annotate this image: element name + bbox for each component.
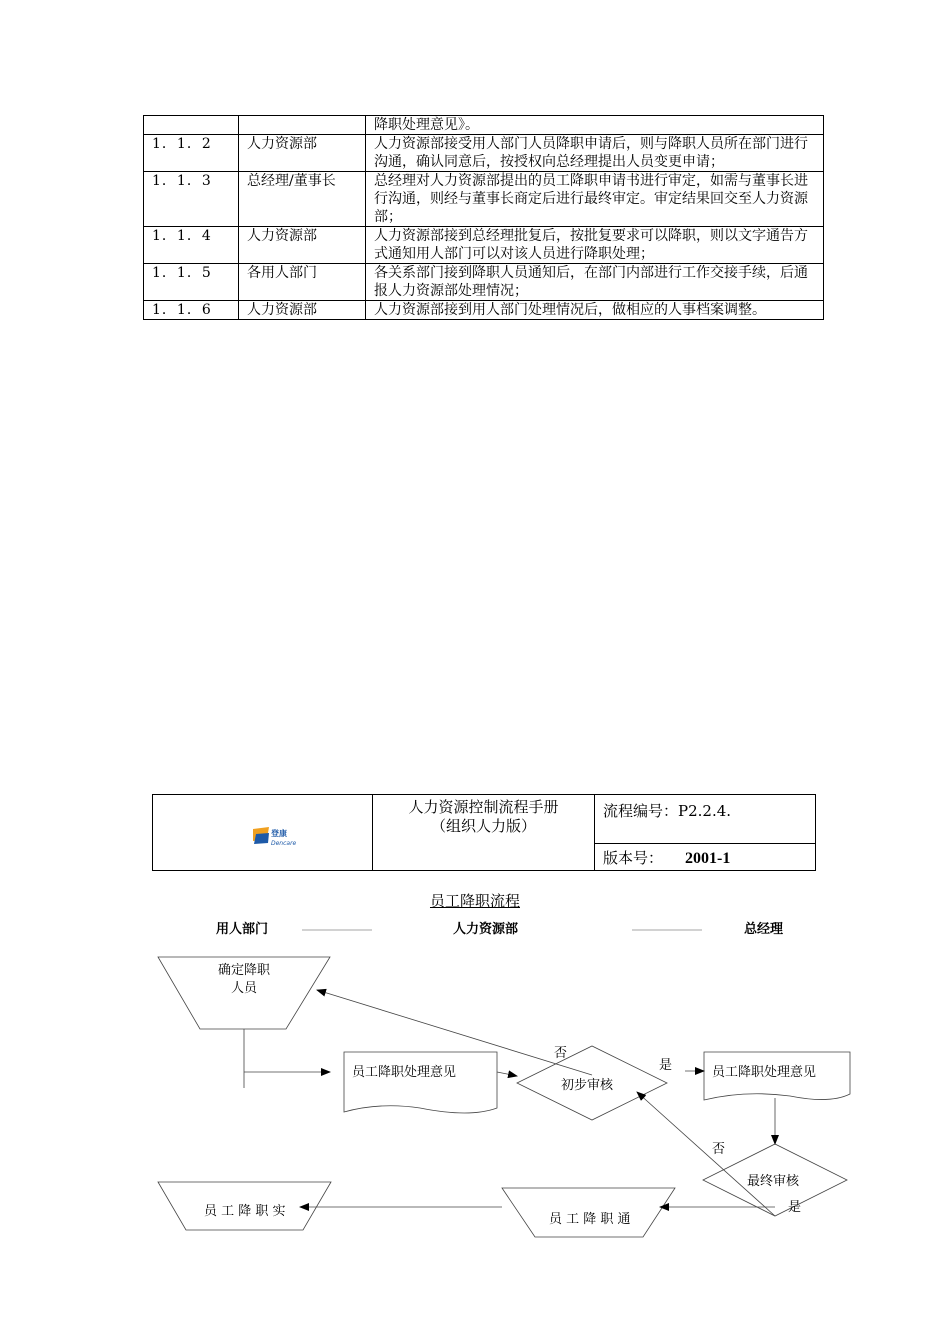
- step-desc: 各关系部门接到降职人员通知后，在部门内部进行工作交接手续，后通报人力资源部处理情况；: [366, 264, 824, 301]
- no-label-1: 否: [554, 1046, 568, 1061]
- manual-title-line1: 人力资源控制流程手册: [408, 798, 559, 816]
- notice-label: 员 工 降 职 通: [549, 1212, 631, 1227]
- step-dept: 人力资源部: [239, 135, 366, 172]
- version-value: 2001-1: [685, 850, 731, 867]
- step-dept: 人力资源部: [239, 301, 366, 320]
- opinion2-label: 员工降职处理意见: [712, 1065, 817, 1080]
- lane-user-dept: 用人部门: [216, 921, 269, 936]
- confirm-label-line2: 人员: [230, 981, 257, 996]
- confirm-label-line1: 确定降职: [217, 963, 270, 978]
- yes-label-2: 是: [788, 1200, 802, 1215]
- step-dept: 各用人部门: [239, 264, 366, 301]
- opinion1-label: 员工降职处理意见: [352, 1065, 457, 1080]
- flow-title: 员工降职流程: [429, 892, 520, 910]
- implement-label: 员 工 降 职 实: [204, 1204, 286, 1219]
- process-code-label: 流程编号：: [603, 802, 679, 820]
- step-number: 1．1．2: [144, 135, 239, 172]
- process-code-value: P2.2.4.: [678, 802, 732, 820]
- step-number: 1．1．4: [144, 227, 239, 264]
- yes-label-1: 是: [659, 1058, 673, 1073]
- lane-hr: 人力资源部: [453, 921, 519, 936]
- manual-title-line2: （组织人力版）: [430, 817, 536, 835]
- step-number: 1．1．5: [144, 264, 239, 301]
- step-dept: 总经理/董事长: [239, 172, 366, 227]
- prelim-review-label: 初步审核: [561, 1078, 614, 1093]
- step-number: 1．1．3: [144, 172, 239, 227]
- final-review-label: 最终审核: [747, 1174, 800, 1189]
- confirm-node-label: [216, 962, 272, 998]
- version-label: 版本号：: [603, 849, 664, 867]
- step-desc: 人力资源部接到用人部门处理情况后，做相应的人事档案调整。: [366, 301, 824, 320]
- step-dept: 人力资源部: [239, 227, 366, 264]
- logo-subtext: Dencare: [271, 840, 297, 847]
- lane-gm: 总经理: [744, 921, 784, 936]
- step-desc: 人力资源部接受用人部门人员降职申请后，则与降职人员所在部门进行沟通，确认同意后，按授权向总经理提出人员变更申请；: [366, 135, 824, 172]
- logo-text: 登康: [271, 829, 287, 838]
- step-number: 1．1．6: [144, 301, 239, 320]
- step-desc: 总经理对人力资源部提出的员工降职申请书进行审定，如需与董事长进行沟通，则经与董事长商定后进行最终审定。审定结果回交至人力资源部；: [366, 172, 824, 227]
- step-desc: 降职处理意见》。: [366, 116, 824, 135]
- no-label-2: 否: [712, 1142, 726, 1157]
- step-desc: 人力资源部接到总经理批复后，按批复要求可以降职，则以文字通告方式通知用人部门可以对该人员进行降职处理；: [366, 227, 824, 264]
